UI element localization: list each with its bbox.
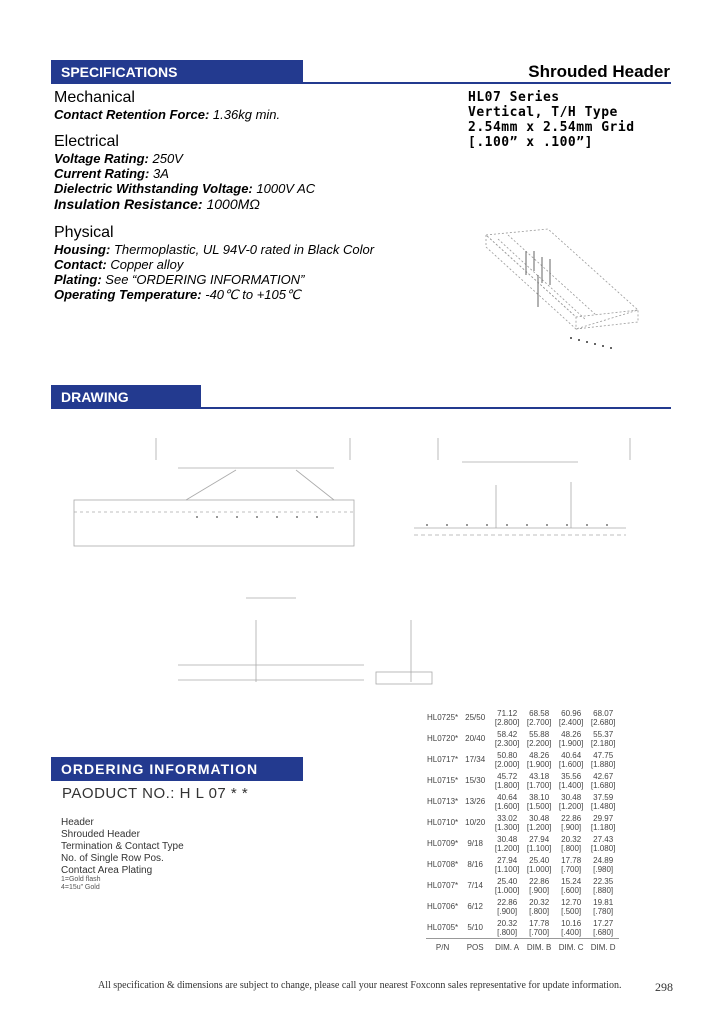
table-header-cell: DIM. A	[491, 939, 523, 956]
dim-b-cell	[523, 833, 555, 854]
dim-mm-value: 55.37	[593, 729, 614, 739]
dim-inch-value: [.700]	[561, 864, 582, 874]
spec-value: Copper alloy	[110, 257, 184, 272]
mechanical-item	[54, 107, 280, 122]
dim-c-cell	[555, 833, 587, 854]
dim-mm-value: 10.16	[561, 918, 582, 928]
dimensions-table	[426, 707, 619, 955]
part-number-cell: HL0720*	[427, 734, 459, 743]
dim-mm-value: 17.78	[561, 855, 582, 865]
legend-item: Contact Area Plating	[61, 865, 153, 876]
physical-item	[54, 242, 374, 257]
dim-inch-value: [2.400]	[558, 717, 584, 727]
dim-mm-value: 40.64	[497, 792, 518, 802]
dim-inch-value: [2.700]	[526, 717, 552, 727]
legend-sub-item: 1=Gold flash	[61, 876, 101, 883]
table-header-cell: DIM. D	[587, 939, 619, 956]
legend-item: No. of Single Row Pos.	[61, 853, 164, 864]
dim-inch-value: [.900]	[497, 906, 518, 916]
spec-label: Voltage Rating:	[54, 151, 149, 166]
dim-inch-value: [1.200]	[558, 801, 584, 811]
dim-inch-value: [2.300]	[494, 738, 520, 748]
dim-b-cell	[523, 791, 555, 812]
footer-note: All specification & dimensions are subject to change, please call your nearest Foxconn sales representative for update information.	[98, 980, 622, 991]
dim-a-cell	[491, 749, 523, 770]
positions-cell: 5/10	[467, 923, 483, 932]
spec-label: Operating Temperature:	[54, 287, 202, 302]
table-row	[426, 854, 619, 875]
positions-cell: 13/26	[465, 797, 486, 806]
spec-value: -40℃ to +105℃	[205, 287, 301, 302]
dim-c-cell	[555, 854, 587, 875]
dim-mm-value: 22.86	[561, 813, 582, 823]
physical-item	[54, 272, 304, 287]
spec-value: Thermoplastic, UL 94V-0 rated in Black Color	[113, 242, 375, 257]
legend-item: Termination & Contact Type	[61, 841, 184, 852]
physical-item	[54, 257, 183, 272]
table-row	[426, 749, 619, 770]
spec-value: 3A	[152, 166, 169, 181]
spec-value: 1000MΩ	[206, 196, 260, 212]
dim-mm-value: 24.89	[593, 855, 614, 865]
dim-d-cell	[587, 854, 619, 875]
table-row	[426, 875, 619, 896]
dim-mm-value: 48.26	[529, 750, 550, 760]
table-row	[426, 917, 619, 939]
spec-label: Dielectric Withstanding Voltage:	[54, 181, 253, 196]
table-header-cell: P/N	[426, 939, 459, 956]
dim-b-cell	[523, 812, 555, 833]
dim-d-cell	[587, 833, 619, 854]
dim-mm-value: 17.27	[593, 918, 614, 928]
spec-label: Insulation Resistance:	[54, 196, 203, 212]
table-row	[426, 812, 619, 833]
table-header-row	[426, 939, 619, 956]
product-number: PAODUCT NO.: H L 07 * *	[62, 785, 249, 802]
spec-value: See “ORDERING INFORMATION”	[105, 272, 305, 287]
part-number-cell: HL0717*	[427, 755, 459, 764]
dim-inch-value: [2.000]	[494, 759, 520, 769]
dim-inch-value: [1.600]	[558, 759, 584, 769]
dim-mm-value: 17.78	[529, 918, 550, 928]
positions-cell: 17/34	[465, 755, 486, 764]
spec-label: Plating:	[54, 272, 102, 287]
positions-cell: 7/14	[467, 881, 483, 890]
technical-drawing	[66, 430, 636, 695]
dim-mm-value: 40.64	[561, 750, 582, 760]
spec-value: 250V	[152, 151, 183, 166]
dim-b-cell	[523, 707, 555, 728]
dim-mm-value: 25.40	[529, 855, 550, 865]
dim-d-cell	[587, 728, 619, 749]
dim-d-cell	[587, 791, 619, 812]
ordering-rule	[51, 779, 303, 781]
table-row	[426, 833, 619, 854]
part-number-cell: HL0707*	[427, 881, 459, 890]
dim-b-cell	[523, 917, 555, 939]
dim-inch-value: [1.400]	[558, 780, 584, 790]
spec-value: 1000V AC	[256, 181, 316, 196]
dim-c-cell	[555, 707, 587, 728]
dim-mm-value: 58.42	[497, 729, 518, 739]
dim-inch-value: [1.100]	[494, 864, 520, 874]
table-row	[426, 728, 619, 749]
dim-inch-value: [1.880]	[590, 759, 616, 769]
electrical-item	[54, 166, 169, 181]
dim-inch-value: [2.680]	[590, 717, 616, 727]
part-number-cell: HL0708*	[427, 860, 459, 869]
dim-d-cell	[587, 812, 619, 833]
positions-cell: 8/16	[467, 860, 483, 869]
table-row	[426, 770, 619, 791]
dim-b-cell	[523, 854, 555, 875]
dim-b-cell	[523, 875, 555, 896]
table-row	[426, 896, 619, 917]
dim-b-cell	[523, 896, 555, 917]
dim-inch-value: [.780]	[593, 906, 614, 916]
series-line-3: 2.54mm x 2.54mm Grid	[468, 120, 635, 135]
dim-mm-value: 42.67	[593, 771, 614, 781]
dim-mm-value: 35.56	[561, 771, 582, 781]
electrical-item	[54, 196, 260, 212]
dim-b-cell	[523, 770, 555, 791]
spec-label: Contact Retention Force:	[54, 107, 210, 122]
dim-c-cell	[555, 770, 587, 791]
dim-mm-value: 68.07	[593, 708, 614, 718]
dim-mm-value: 22.86	[497, 897, 518, 907]
dim-d-cell	[587, 896, 619, 917]
electrical-heading: Electrical	[54, 133, 119, 150]
electrical-item	[54, 181, 315, 196]
spec-label: Contact:	[54, 257, 107, 272]
dim-mm-value: 33.02	[497, 813, 518, 823]
dim-inch-value: [2.800]	[494, 717, 520, 727]
dim-d-cell	[587, 770, 619, 791]
dim-c-cell	[555, 812, 587, 833]
dim-mm-value: 15.24	[561, 876, 582, 886]
table-header-cell: POS	[459, 939, 491, 956]
dim-a-cell	[491, 875, 523, 896]
series-line-4: [.100” x .100”]	[468, 135, 593, 150]
dim-a-cell	[491, 812, 523, 833]
specifications-band: SPECIFICATIONS	[51, 60, 303, 84]
specifications-rule	[51, 82, 671, 84]
dim-inch-value: [.600]	[561, 885, 582, 895]
dim-mm-value: 19.81	[593, 897, 614, 907]
dim-inch-value: [.400]	[561, 927, 582, 937]
dim-mm-value: 20.32	[529, 897, 550, 907]
drawing-rule	[51, 407, 671, 409]
dim-a-cell	[491, 728, 523, 749]
dim-mm-value: 45.72	[497, 771, 518, 781]
dim-inch-value: [1.180]	[590, 822, 616, 832]
dim-mm-value: 20.32	[561, 834, 582, 844]
dim-mm-value: 25.40	[497, 876, 518, 886]
ordering-band: ORDERING INFORMATION	[51, 757, 303, 781]
spec-label: Current Rating:	[54, 166, 150, 181]
dim-mm-value: 37.59	[593, 792, 614, 802]
positions-cell: 9/18	[467, 839, 483, 848]
product-title: Shrouded Header	[528, 62, 670, 81]
dim-inch-value: [1.500]	[526, 801, 552, 811]
dim-mm-value: 43.18	[529, 771, 550, 781]
dim-d-cell	[587, 875, 619, 896]
dim-inch-value: [1.200]	[526, 822, 552, 832]
dim-mm-value: 12.70	[561, 897, 582, 907]
dim-a-cell	[491, 833, 523, 854]
dim-inch-value: [1.600]	[494, 801, 520, 811]
dim-mm-value: 71.12	[497, 708, 518, 718]
dim-mm-value: 20.32	[497, 918, 518, 928]
dim-mm-value: 27.43	[593, 834, 614, 844]
dim-mm-value: 38.10	[529, 792, 550, 802]
series-line-1: HL07 Series	[468, 90, 560, 105]
dim-inch-value: [1.900]	[526, 759, 552, 769]
dim-b-cell	[523, 728, 555, 749]
dim-inch-value: [.500]	[561, 906, 582, 916]
dim-inch-value: [1.080]	[590, 843, 616, 853]
dim-inch-value: [1.700]	[526, 780, 552, 790]
positions-cell: 15/30	[465, 776, 486, 785]
dim-inch-value: [1.900]	[558, 738, 584, 748]
dim-inch-value: [1.300]	[494, 822, 520, 832]
series-line-2: Vertical, T/H Type	[468, 105, 618, 120]
dim-mm-value: 30.48	[561, 792, 582, 802]
part-number-cell: HL0706*	[427, 902, 459, 911]
dim-a-cell	[491, 770, 523, 791]
dim-mm-value: 55.88	[529, 729, 550, 739]
dim-c-cell	[555, 896, 587, 917]
legend-item: Shrouded Header	[61, 829, 140, 840]
dim-inch-value: [.800]	[561, 843, 582, 853]
dim-c-cell	[555, 875, 587, 896]
dim-inch-value: [.900]	[561, 822, 582, 832]
dim-mm-value: 30.48	[497, 834, 518, 844]
dim-d-cell	[587, 917, 619, 939]
dim-a-cell	[491, 854, 523, 875]
dim-a-cell	[491, 791, 523, 812]
dim-inch-value: [.980]	[593, 864, 614, 874]
dim-inch-value: [1.480]	[590, 801, 616, 811]
dim-inch-value: [1.100]	[526, 843, 552, 853]
dim-inch-value: [1.680]	[590, 780, 616, 790]
dim-a-cell	[491, 896, 523, 917]
dim-inch-value: [.700]	[529, 927, 550, 937]
dim-inch-value: [.880]	[593, 885, 614, 895]
dimensions-table-body	[426, 707, 619, 955]
drawing-band: DRAWING	[51, 385, 201, 409]
legend-sub-item: 4=15u” Gold	[61, 884, 100, 891]
dim-mm-value: 60.96	[561, 708, 582, 718]
part-number-cell: HL0725*	[427, 713, 459, 722]
part-number-cell: HL0715*	[427, 776, 459, 785]
dim-c-cell	[555, 728, 587, 749]
dim-mm-value: 30.48	[529, 813, 550, 823]
dim-inch-value: [1.800]	[494, 780, 520, 790]
dim-mm-value: 22.35	[593, 876, 614, 886]
spec-label: Housing:	[54, 242, 111, 257]
dim-inch-value: [.800]	[529, 906, 550, 916]
dim-d-cell	[587, 707, 619, 728]
dim-inch-value: [1.000]	[526, 864, 552, 874]
dim-a-cell	[491, 707, 523, 728]
dim-c-cell	[555, 749, 587, 770]
dim-inch-value: [.800]	[497, 927, 518, 937]
dim-mm-value: 50.80	[497, 750, 518, 760]
positions-cell: 6/12	[467, 902, 483, 911]
dim-mm-value: 68.58	[529, 708, 550, 718]
part-number-cell: HL0713*	[427, 797, 459, 806]
dim-mm-value: 22.86	[529, 876, 550, 886]
part-number-cell: HL0709*	[427, 839, 459, 848]
positions-cell: 10/20	[465, 818, 486, 827]
dim-mm-value: 29.97	[593, 813, 614, 823]
part-number-cell: HL0710*	[427, 818, 459, 827]
physical-item	[54, 287, 301, 303]
dim-inch-value: [2.200]	[526, 738, 552, 748]
dim-inch-value: [1.000]	[494, 885, 520, 895]
dim-mm-value: 27.94	[497, 855, 518, 865]
dim-inch-value: [.900]	[529, 885, 550, 895]
table-header-cell: DIM. C	[555, 939, 587, 956]
dim-b-cell	[523, 749, 555, 770]
dim-mm-value: 47.75	[593, 750, 614, 760]
dim-d-cell	[587, 749, 619, 770]
table-header-cell: DIM. B	[523, 939, 555, 956]
dim-mm-value: 27.94	[529, 834, 550, 844]
table-row	[426, 707, 619, 728]
mechanical-heading: Mechanical	[54, 89, 135, 106]
spec-value: 1.36kg min.	[212, 107, 281, 122]
positions-cell: 25/50	[465, 713, 486, 722]
dim-a-cell	[491, 917, 523, 939]
dim-inch-value: [1.200]	[494, 843, 520, 853]
dim-c-cell	[555, 917, 587, 939]
product-isometric-image	[478, 225, 643, 360]
page-number: 298	[655, 980, 673, 994]
dim-c-cell	[555, 791, 587, 812]
legend-item: Header	[61, 817, 94, 828]
part-number-cell: HL0705*	[427, 923, 459, 932]
positions-cell: 20/40	[465, 734, 486, 743]
dim-inch-value: [.680]	[593, 927, 614, 937]
dim-mm-value: 48.26	[561, 729, 582, 739]
physical-heading: Physical	[54, 224, 114, 241]
dim-inch-value: [2.180]	[590, 738, 616, 748]
electrical-item	[54, 151, 183, 166]
table-row	[426, 791, 619, 812]
